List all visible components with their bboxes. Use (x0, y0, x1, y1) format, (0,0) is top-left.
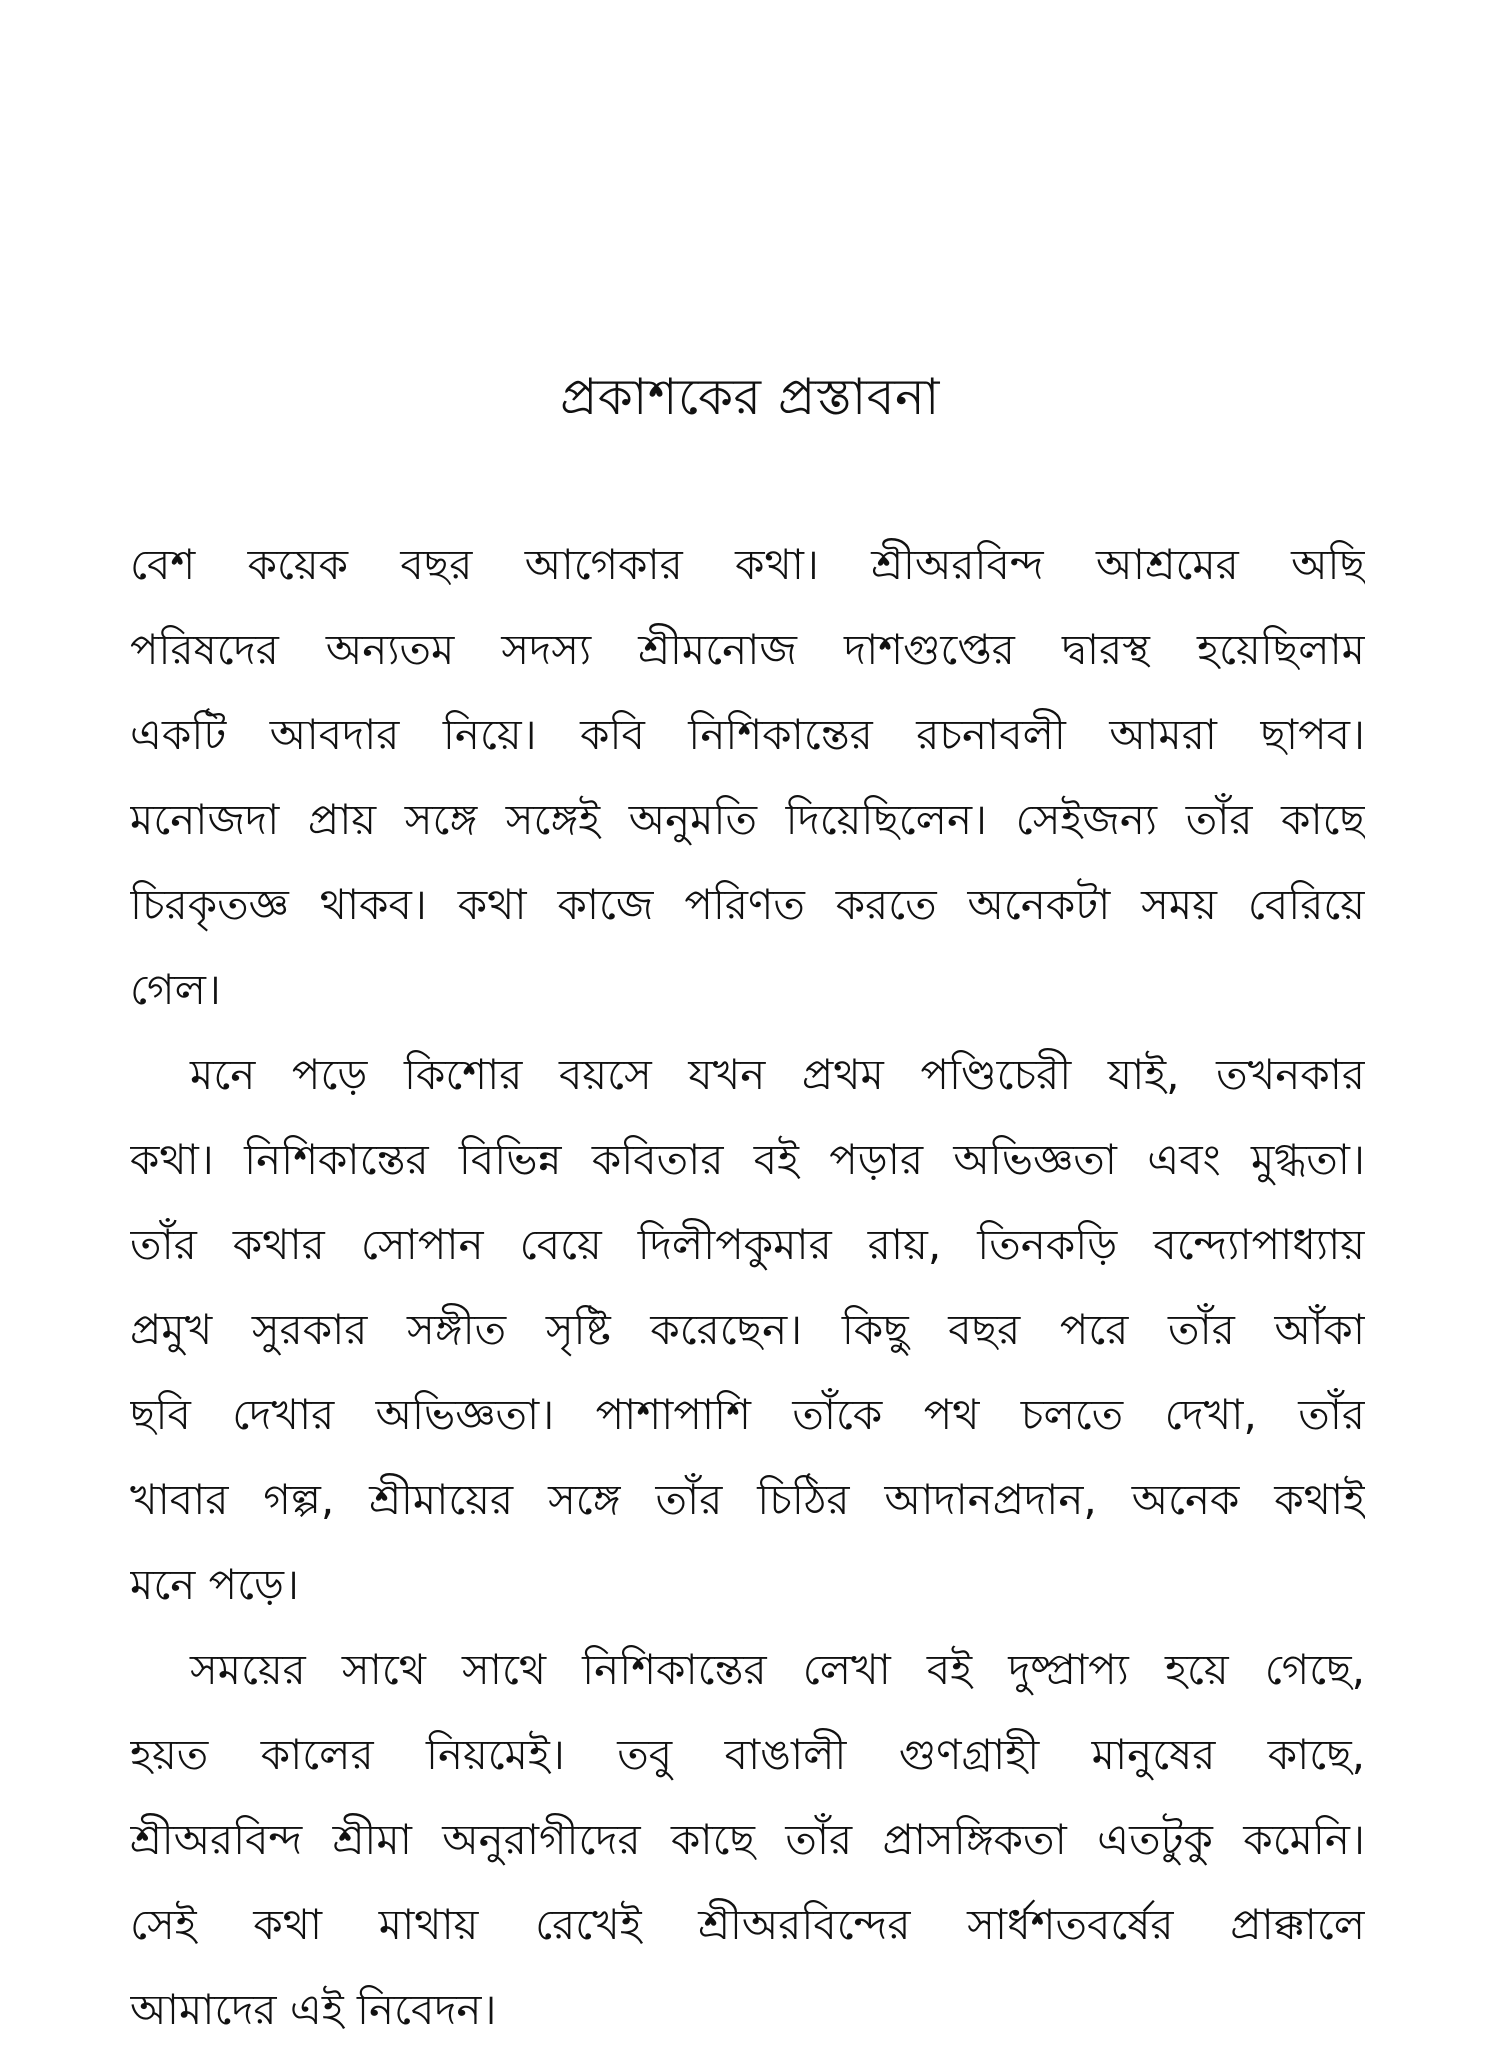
text-line: হয়ত কালের নিয়মেই। তবু বাঙালী গুণগ্রাহী মানুষের কাছে, (130, 1730, 1365, 1779)
paragraph-3 (130, 1627, 1365, 2052)
text-line: পরিষদের অন্যতম সদস্য শ্রীমনোজ দাশগুপ্তের দ্বারস্থ হয়েছিলাম (130, 625, 1365, 674)
text-line: মনে পড়ে কিশোর বয়সে যখন প্রথম পণ্ডিচেরী যাই, তখনকার (190, 1050, 1365, 1099)
text-line: খাবার গল্প, শ্রীমায়ের সঙ্গে তাঁর চিঠির আদানপ্রদান, অনেক কথাই (130, 1475, 1365, 1524)
text-line: মনে পড়ে। (130, 1560, 300, 1609)
text-line: ছবি দেখার অভিজ্ঞতা। পাশাপাশি তাঁকে পথ চলতে দেখা, তাঁর (130, 1390, 1365, 1439)
text-line: প্রমুখ সুরকার সঙ্গীত সৃষ্টি করেছেন। কিছু বছর পরে তাঁর আঁকা (130, 1305, 1365, 1354)
text-line: চিরকৃতজ্ঞ থাকব। কথা কাজে পরিণত করতে অনেকটা সময় বেরিয়ে (130, 880, 1365, 929)
body-text (130, 522, 1365, 2052)
paragraph-1 (130, 522, 1365, 1032)
text-line: সময়ের সাথে সাথে নিশিকান্তের লেখা বই দুষ্প্রাপ্য হয়ে গেছে, (190, 1645, 1365, 1694)
text-line: তাঁর কথার সোপান বেয়ে দিলীপকুমার রায়, তিনকড়ি বন্দ্যোপাধ্যায় (130, 1220, 1365, 1269)
text-line: মনোজদা প্রায় সঙ্গে সঙ্গেই অনুমতি দিয়েছিলেন। সেইজন্য তাঁর কাছে (130, 795, 1365, 844)
text-line: আমাদের এই নিবেদন। (130, 1985, 497, 2034)
text-line: সেই কথা মাথায় রেখেই শ্রীঅরবিন্দের সার্ধশতবর্ষের প্রাক্কালে (130, 1900, 1365, 1949)
page-title: প্রকাশকের প্রস্তাবনা (560, 368, 940, 426)
paragraph-2 (130, 1032, 1365, 1627)
text-line: কথা। নিশিকান্তের বিভিন্ন কবিতার বই পড়ার অভিজ্ঞতা এবং মুগ্ধতা। (130, 1135, 1365, 1184)
text-line: শ্রীঅরবিন্দ শ্রীমা অনুরাগীদের কাছে তাঁর প্রাসঙ্গিকতা এতটুকু কমেনি। (130, 1815, 1365, 1864)
text-line: গেল। (130, 965, 221, 1014)
text-line: একটি আবদার নিয়ে। কবি নিশিকান্তের রচনাবলী আমরা ছাপব। (130, 710, 1365, 759)
text-line: বেশ কয়েক বছর আগেকার কথা। শ্রীঅরবিন্দ আশ্রমের অছি (130, 540, 1365, 589)
